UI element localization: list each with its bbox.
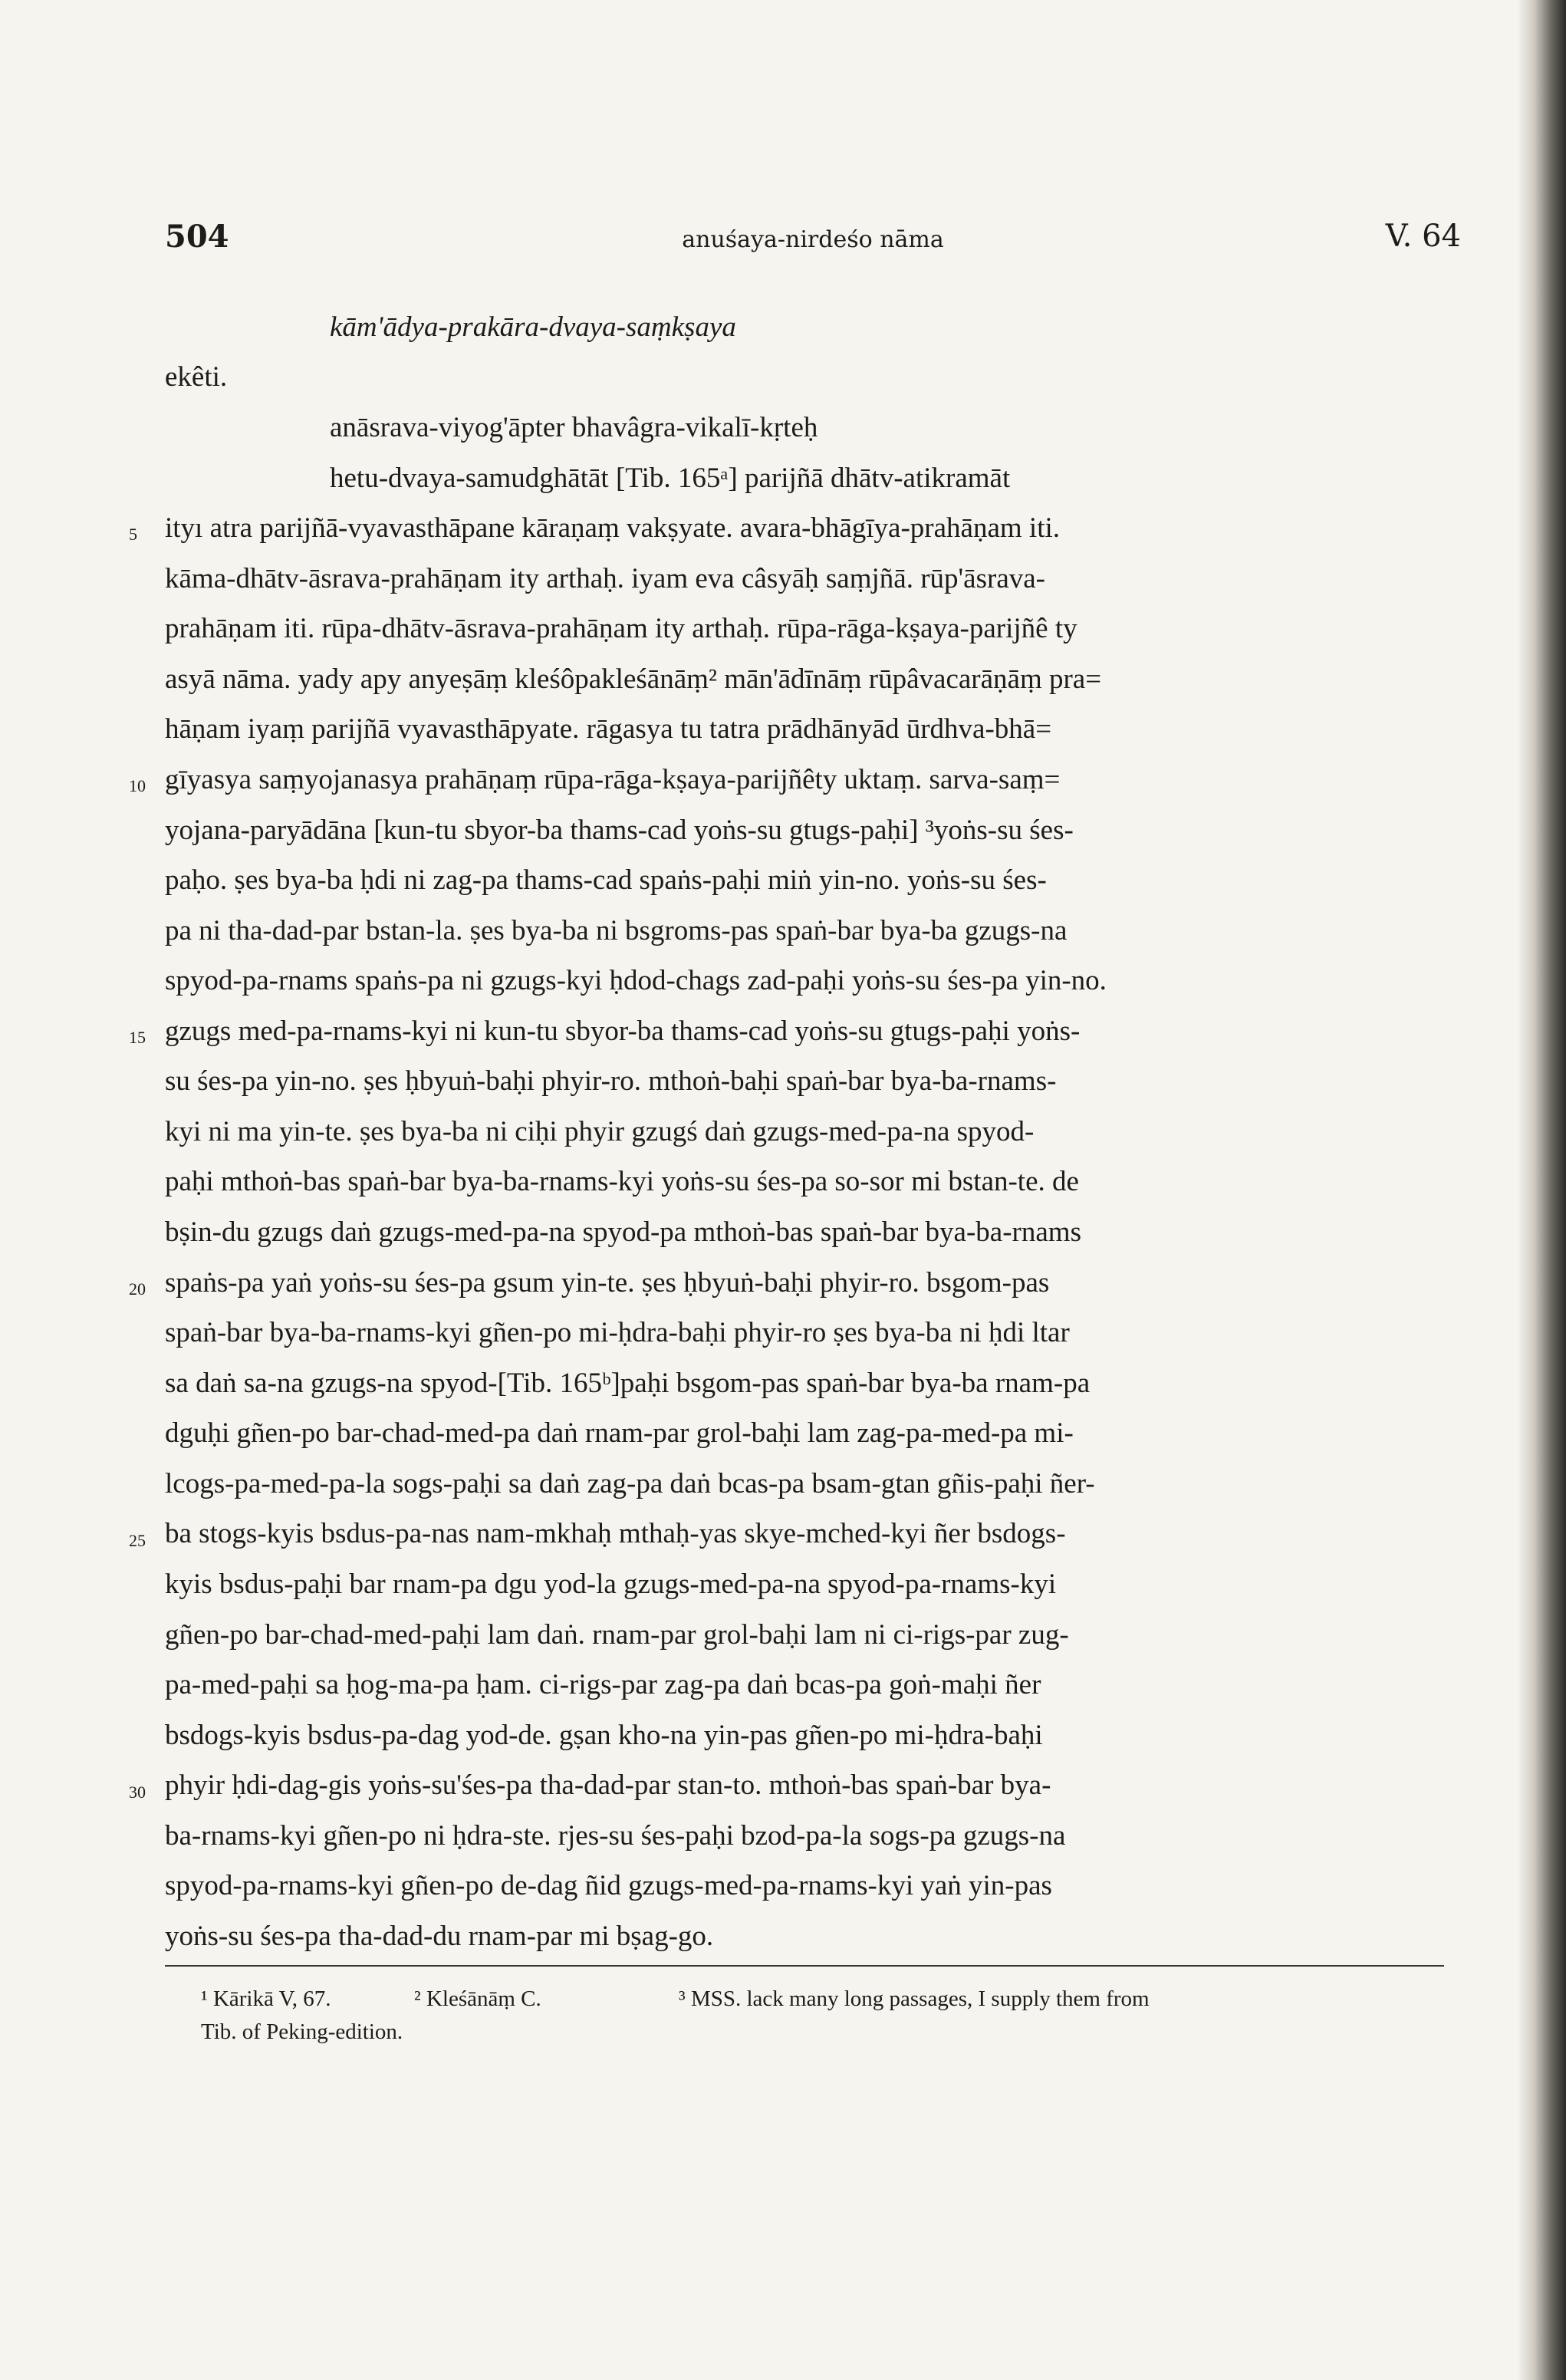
text-line: paḥo. ṣes bya-ba ḥdi ni zag-pa thams-cad spaṅs-paḥi miṅ yin-no. yoṅs-su śes-: [165, 864, 1047, 896]
text-line: spyod-pa-rnams spaṅs-pa ni gzugs-kyi ḥdod-chags zad-paḥi yoṅs-su śes-pa yin-no.: [165, 965, 1107, 996]
footnote-3-continued: Tib. of Peking-edition.: [201, 2020, 403, 2044]
verse-line: kām'ādya-prakāra-dvaya-saṃkṣaya: [330, 311, 736, 343]
footnote-3: ³ MSS. lack many long passages, I supply them from: [679, 1987, 1150, 2011]
text-line: yojana-paryādāna [kun-tu sbyor-ba thams-cad yoṅs-su gtugs-paḥi] ³yoṅs-su śes-: [165, 815, 1074, 846]
text-line: spaṅs-pa yaṅ yoṅs-su śes-pa gsum yin-te. ṣes ḥbyuṅ-baḥi phyir-ro. bsgom-pas: [165, 1267, 1050, 1299]
text-line: phyir ḥdi-dag-gis yoṅs-su'śes-pa tha-dad-par stan-to. mthoṅ-bas spaṅ-bar bya-: [165, 1769, 1051, 1801]
text-line: su śes-pa yin-no. ṣes ḥbyuṅ-baḥi phyir-ro. mthoṅ-baḥi spaṅ-bar bya-ba-rnams-: [165, 1065, 1057, 1097]
text-line: prahāṇam iti. rūpa-dhātv-āsrava-prahāṇam ity arthaḥ. rūpa-rāga-kṣaya-parijñê ty: [165, 613, 1077, 644]
footnote-divider: [165, 1965, 1444, 1967]
text-line: spyod-pa-rnams-kyi gñen-po de-dag ñid gzugs-med-pa-rnams-kyi yaṅ yin-pas: [165, 1870, 1052, 1901]
text-line: pa ni tha-dad-par bstan-la. ṣes bya-ba ni bsgroms-pas spaṅ-bar bya-ba gzugs-na: [165, 915, 1068, 946]
text-line: yoṅs-su śes-pa tha-dad-du rnam-par mi bṣag-go.: [165, 1921, 714, 1952]
text-line: spaṅ-bar bya-ba-rnams-kyi gñen-po mi-ḥdra-baḥi phyir-ro ṣes bya-ba ni ḥdi ltar: [165, 1317, 1070, 1348]
text-line: ityı atra parijñā-vyavasthāpane kāraṇaṃ vakṣyate. avara-bhāgīya-prahāṇam iti.: [165, 512, 1060, 544]
text-line: pa-med-paḥi sa ḥog-ma-pa ḥam. ci-rigs-par zag-pa daṅ bcas-pa goṅ-maḥi ñer: [165, 1669, 1041, 1700]
text-line: ekêti.: [165, 361, 228, 393]
text-line: kyi ni ma yin-te. ṣes bya-ba ni ciḥi phyir gzugś daṅ gzugs-med-pa-na spyod-: [165, 1116, 1035, 1147]
verse-line: anāsrava-viyog'āpter bhavâgra-vikalī-kṛteḥ: [330, 412, 818, 443]
line-number: 25: [129, 1531, 146, 1550]
page-number: 504: [165, 219, 229, 255]
text-line: gīyasya saṃyojanasya prahāṇaṃ rūpa-rāga-kṣaya-parijñêty uktaṃ. sarva-saṃ=: [165, 764, 1061, 795]
text-line: lcogs-pa-med-pa-la sogs-paḥi sa daṅ zag-pa daṅ bcas-pa bsam-gtan gñis-paḥi ñer-: [165, 1468, 1095, 1499]
page-header: [165, 219, 1461, 272]
section-reference: V. 64: [1385, 219, 1461, 254]
text-line: kyis bsdus-paḥi bar rnam-pa dgu yod-la gzugs-med-pa-na spyod-pa-rnams-kyi: [165, 1569, 1057, 1600]
text-line: asyā nāma. yady apy anyeṣāṃ kleśôpakleśānāṃ² mān'ādīnāṃ rūpâvacarāṇāṃ pra=: [165, 663, 1102, 695]
line-number: 15: [129, 1028, 146, 1047]
line-number: 30: [129, 1783, 146, 1802]
line-number: 10: [129, 776, 146, 795]
text-line: paḥi mthoṅ-bas spaṅ-bar bya-ba-rnams-kyi yoṅs-su śes-pa so-sor mi bstan-te. de: [165, 1166, 1079, 1197]
text-line: hāṇam iyaṃ parijñā vyavasthāpyate. rāgasya tu tatra prādhānyād ūrdhva-bhā=: [165, 713, 1052, 745]
text-line: kāma-dhātv-āsrava-prahāṇam ity arthaḥ. iyam eva câsyāḥ saṃjñā. rūp'āsrava-: [165, 563, 1045, 594]
text-line: bṣin-du gzugs daṅ gzugs-med-pa-na spyod-pa mthoṅ-bas spaṅ-bar bya-ba-rnams: [165, 1216, 1081, 1248]
footnote-2: ² Kleśānāṃ C.: [414, 1987, 541, 2011]
book-spine-shadow: [1517, 0, 1566, 2380]
text-line: gzugs med-pa-rnams-kyi ni kun-tu sbyor-ba thams-cad yoṅs-su gtugs-paḥi yoṅs-: [165, 1016, 1081, 1047]
text-line: gñen-po bar-chad-med-paḥi lam daṅ. rnam-par grol-baḥi lam ni ci-rigs-par zug-: [165, 1619, 1069, 1651]
text-line: dguḥi gñen-po bar-chad-med-pa daṅ rnam-par grol-baḥi lam zag-pa-med-pa mi-: [165, 1417, 1074, 1449]
text-line: bsdogs-kyis bsdus-pa-dag yod-de. gṣan kho-na yin-pas gñen-po mi-ḥdra-baḥi: [165, 1720, 1043, 1751]
line-number: 20: [129, 1279, 146, 1299]
verse-line: hetu-dvaya-samudghātāt [Tib. 165ᵃ] parijñā dhātv-atikramāt: [330, 463, 1011, 494]
line-number: 5: [129, 525, 137, 544]
text-line: ba stogs-kyis bsdus-pa-nas nam-mkhaḥ mthaḥ-yas skye-mched-kyi ñer bsdogs-: [165, 1518, 1066, 1549]
text-line: ba-rnams-kyi gñen-po ni ḥdra-ste. rjes-su śes-paḥi bzod-pa-la sogs-pa gzugs-na: [165, 1820, 1066, 1852]
running-title: anuśaya-nirdeśo nāma: [682, 226, 944, 253]
footnote-1: ¹ Kārikā V, 67.: [201, 1987, 331, 2011]
text-line: sa daṅ sa-na gzugs-na spyod-[Tib. 165ᵇ]paḥi bsgom-pas spaṅ-bar bya-ba rnam-pa: [165, 1368, 1091, 1399]
